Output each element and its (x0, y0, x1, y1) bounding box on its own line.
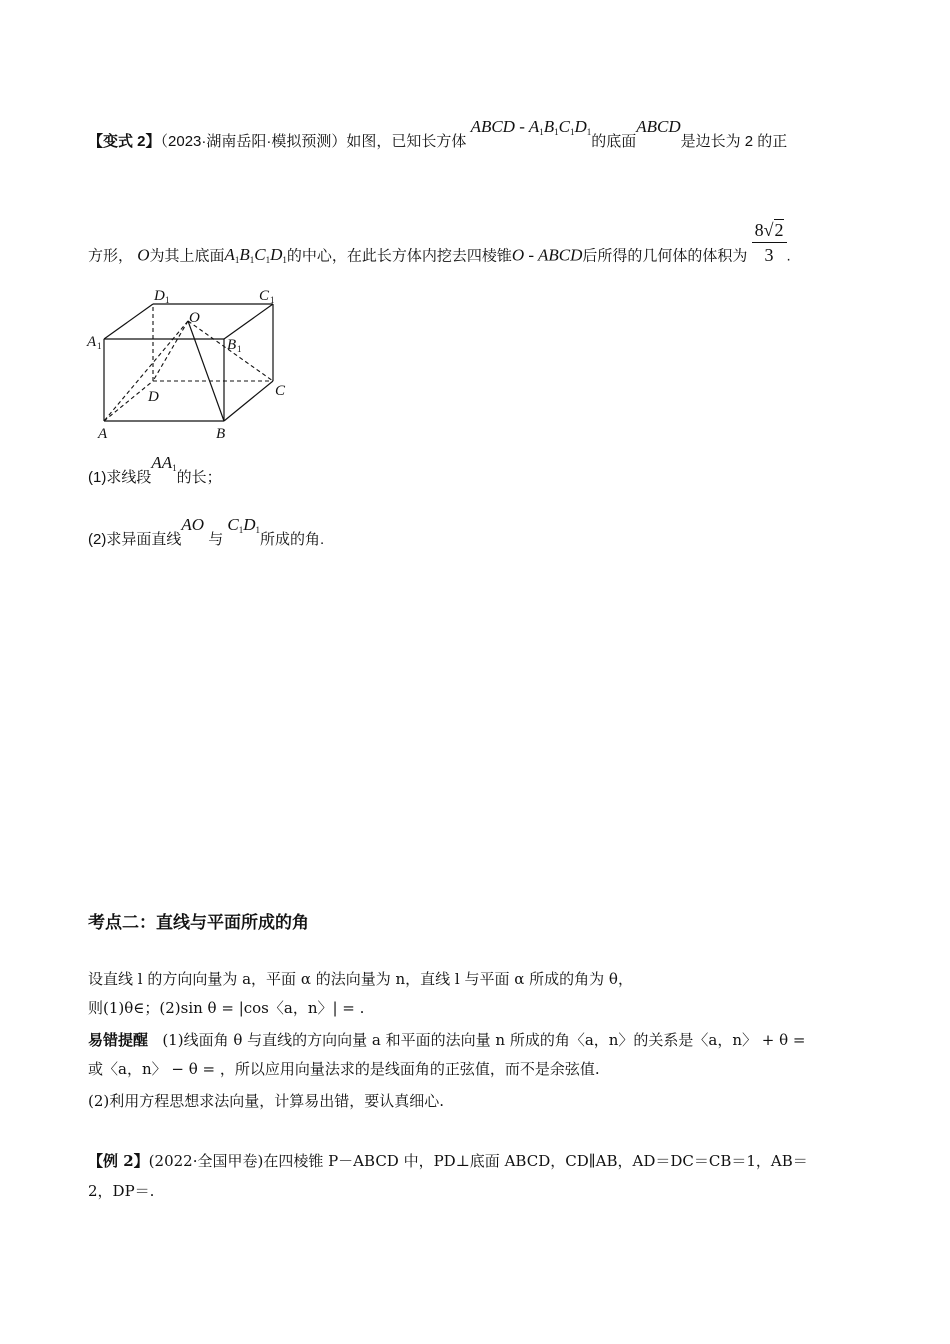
example-label: 【例 2】 (88, 1152, 149, 1170)
math-c1d1: $C_1D_1$ (227, 515, 260, 535)
variant-text-2: 的底面 (591, 133, 637, 150)
volume-fraction: $\frac{8√2}{3}$ (752, 218, 787, 267)
example-line-1 (88, 1150, 808, 1172)
label-c1: C (259, 288, 270, 304)
example-line-2: 2，DP＝. (88, 1182, 155, 1200)
edge-o-a (104, 321, 188, 421)
label-d1-sub: 1 (165, 295, 170, 305)
volume-radicand: 2 (774, 220, 784, 240)
label-a: A (98, 426, 108, 442)
volume-denominator: 3 (764, 245, 774, 265)
edge-o-d (153, 321, 188, 381)
warning-label: 易错提醒 (88, 1032, 149, 1049)
label-o: O (189, 310, 200, 326)
math-base-abcd: ABCD (636, 117, 681, 136)
math-top-face: $A_1B_1C_1D_1$ (224, 245, 287, 266)
variant-line-1 (88, 117, 788, 157)
section-title: 考点二：直线与平面所成的角 (88, 913, 309, 933)
math-aa1: $AA_1$ (151, 453, 177, 473)
variant-source: （2023·湖南岳阳·模拟预测） (160, 133, 347, 150)
edge-b1-c1 (224, 304, 273, 339)
math-prism-name: ABCD - $A_1B_1C_1D_1$ (470, 117, 592, 137)
variant-text-3: 是边长为 2 的正 (680, 133, 788, 150)
prism-figure (84, 284, 304, 444)
label-d1: D (154, 288, 165, 304)
variant-text-4: 方形， (88, 247, 134, 265)
variant-end: . (786, 247, 791, 265)
edge-b-c (224, 381, 273, 421)
variant-text-7: 后所得的几何体的体积为 (582, 247, 748, 265)
edge-a-d (104, 381, 153, 421)
question-1 (88, 453, 222, 493)
variant-text-5: 为其上底面 (149, 247, 225, 265)
q1-text-a: (1)求线段 (88, 469, 152, 486)
label-b: B (216, 426, 226, 442)
q2-text-c: 所成的角. (260, 531, 325, 548)
q1-text-b: 的长； (176, 469, 222, 486)
section-p1: 设直线 l 的方向向量为 a，平面 α 的法向量为 n，直线 l 与平面 α 所成的角为 θ， (88, 970, 633, 988)
variant-label: 【变式 2】 (88, 133, 161, 150)
warning-text: (1)线面角 θ 与直线的方向向量 a 和平面的法向量 n 所成的角〈a，n〉的关系是〈a，n〉 + θ = (162, 1031, 806, 1049)
q2-text-a: (2)求异面直线 (88, 531, 182, 548)
variant-text-6: 的中心，在此长方体内挖去四棱锥 (286, 247, 512, 265)
question-2 (88, 515, 325, 555)
section-warning-3: (2)利用方程思想求法向量，计算易出错，要认真细心. (88, 1092, 445, 1110)
section-warning (88, 1029, 806, 1052)
label-c1-sub: 1 (270, 295, 275, 305)
edge-a1-d1 (104, 304, 153, 339)
label-b1-sub: 1 (237, 344, 242, 354)
edge-o-b (188, 321, 224, 421)
label-d: D (148, 389, 159, 405)
math-o: O (137, 245, 150, 265)
label-a1: A (87, 334, 97, 350)
variant-text-1: 如图，已知长方体 (346, 133, 467, 150)
variant-line-2 (88, 220, 791, 281)
math-ao: AO (181, 515, 205, 534)
label-c: C (275, 383, 286, 399)
label-b1: B (227, 337, 237, 353)
q2-text-b: 与 (208, 531, 224, 548)
volume-numerator: 8 (754, 220, 764, 240)
example-text-1: (2022·全国甲卷)在四棱锥 P－ABCD 中，PD⊥底面 ABCD，CD∥AB，AD＝DC＝CB＝1，AB＝ (148, 1152, 808, 1170)
math-pyramid: O - ABCD (511, 245, 583, 265)
section-warning-2: 或〈a，n〉 − θ = ，所以应用向量法求的是线面角的正弦值，而不是余弦值. (88, 1060, 600, 1078)
label-a1-sub: 1 (97, 341, 102, 351)
section-p2: 则(1)θ∈；(2)sin θ = |cos〈a，n〉| = . (88, 999, 365, 1017)
